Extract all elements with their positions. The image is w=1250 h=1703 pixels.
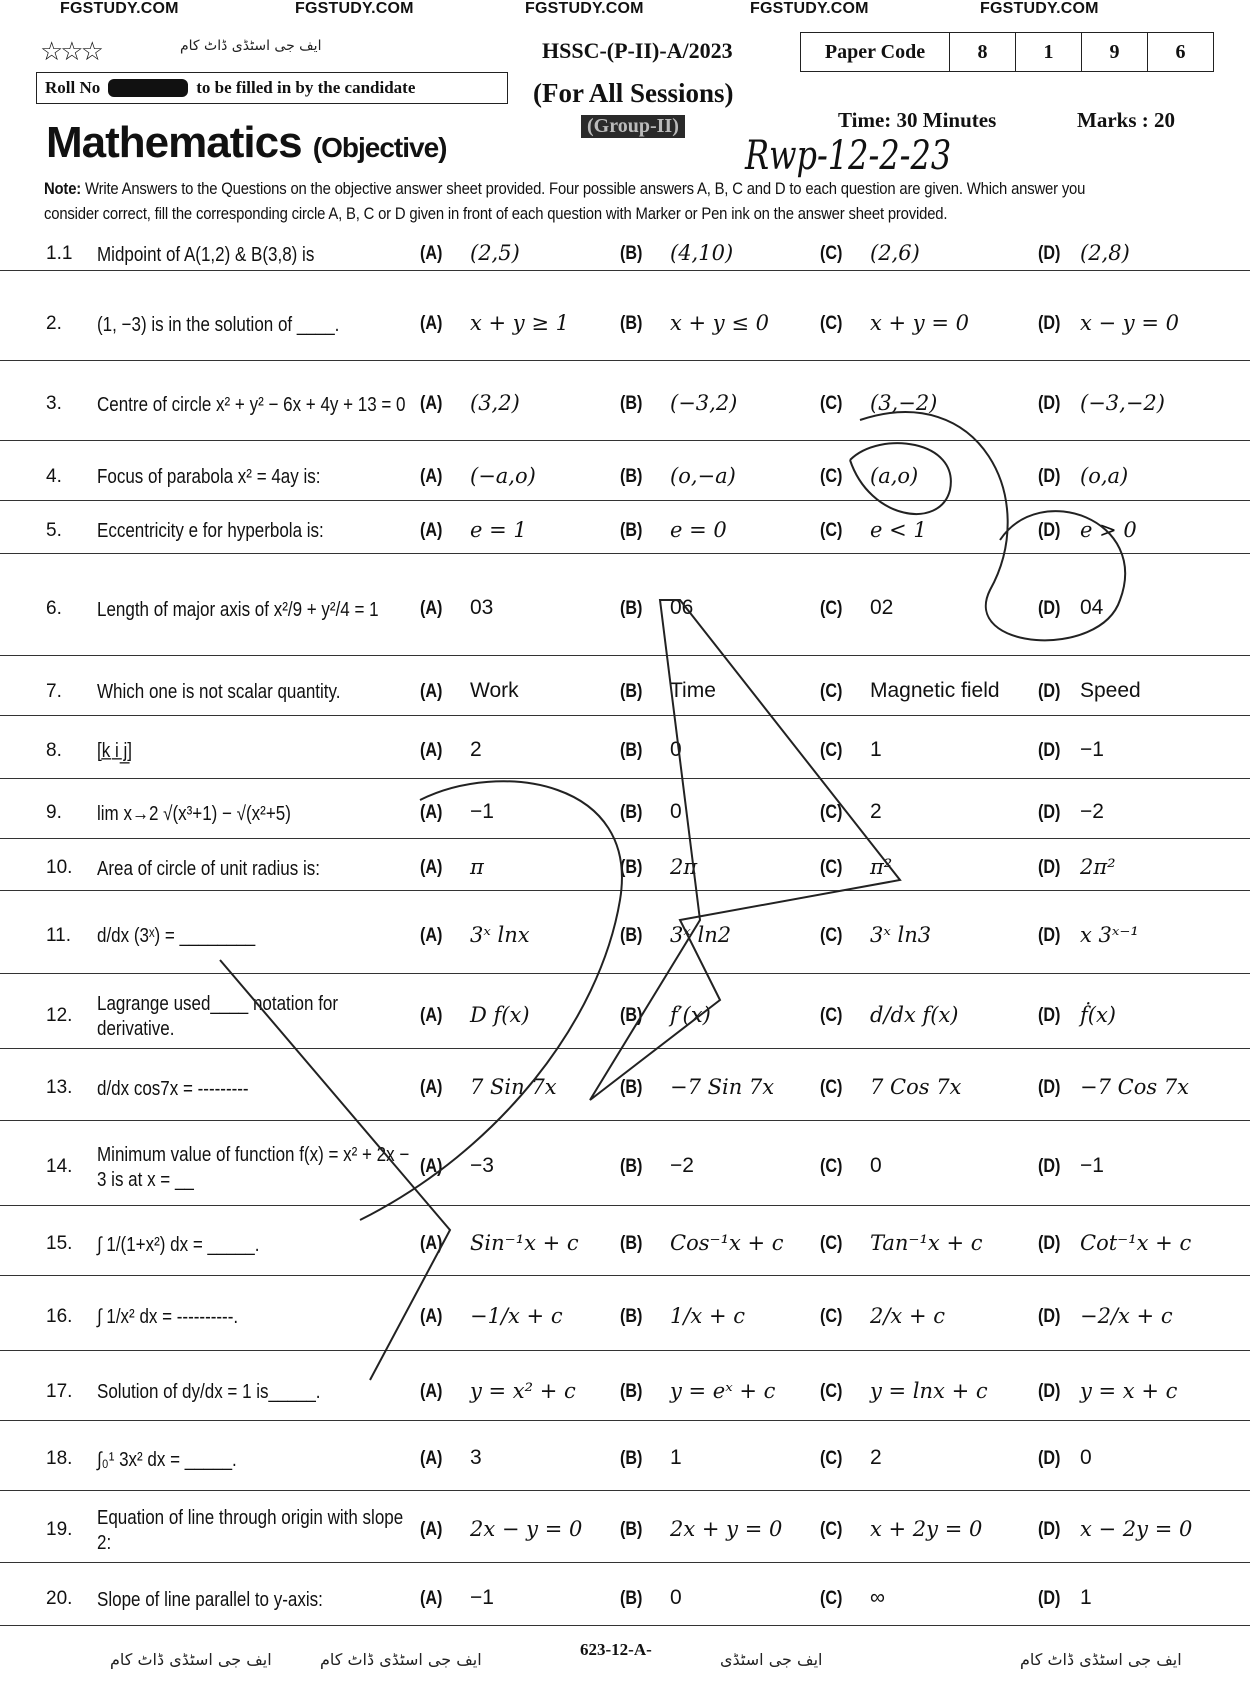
option-label: (D) bbox=[1037, 1448, 1061, 1469]
watermark: FGSTUDY.COM bbox=[980, 0, 1099, 17]
option-label: (D) bbox=[1037, 465, 1061, 487]
option-c-value: (2,6) bbox=[870, 241, 920, 265]
option-label: (C) bbox=[819, 465, 843, 487]
option-label: (C) bbox=[819, 598, 843, 619]
option-label: (A) bbox=[419, 313, 443, 334]
option-label: (B) bbox=[619, 680, 643, 702]
page-title bbox=[46, 118, 446, 173]
option-c-value: 3ˣ ln3 bbox=[870, 922, 932, 947]
option-b-value: 1 bbox=[670, 1446, 682, 1469]
option-d-value: y = x + c bbox=[1080, 1378, 1178, 1403]
question-text: d/dx cos7x = --------- bbox=[97, 1077, 249, 1100]
question-row bbox=[0, 1130, 1250, 1206]
option-a-value: −1 bbox=[470, 1586, 494, 1609]
option-b-value: f′(x) bbox=[670, 1002, 711, 1027]
option-label: (B) bbox=[619, 313, 643, 334]
option-b-value: 2π bbox=[670, 855, 698, 879]
option-d-value: Cot⁻¹x + c bbox=[1080, 1231, 1192, 1255]
option-label: (C) bbox=[819, 1233, 843, 1254]
option-label: (A) bbox=[419, 1077, 443, 1098]
question-row bbox=[0, 670, 1250, 716]
option-label: (D) bbox=[1037, 1077, 1061, 1098]
option-label: (C) bbox=[819, 924, 843, 946]
option-c-value: 2 bbox=[870, 800, 882, 823]
question-number: 10. bbox=[46, 857, 73, 878]
option-label: (C) bbox=[819, 1305, 843, 1327]
option-label: (B) bbox=[619, 1233, 643, 1254]
question-text: Lagrange used____ notation for derivative. bbox=[97, 992, 339, 1040]
option-c-value: Magnetic field bbox=[870, 678, 1000, 702]
option-c-value: Tan⁻¹x + c bbox=[870, 1231, 983, 1255]
option-label: (B) bbox=[619, 598, 643, 619]
watermark: FGSTUDY.COM bbox=[60, 0, 179, 17]
option-a-value: 2x − y = 0 bbox=[470, 1517, 583, 1541]
option-label: (B) bbox=[619, 465, 643, 487]
question-text: ∫ 1/(1+x²) dx = _____. bbox=[97, 1233, 260, 1256]
paper-code-digit: 6 bbox=[1147, 33, 1213, 71]
question-text: Equation of line through origin with slope 2: bbox=[97, 1507, 404, 1554]
footer-code: 623-12-A- bbox=[580, 1640, 652, 1659]
option-d-value: ḟ(x) bbox=[1080, 1002, 1117, 1027]
question-text: Length of major axis of x²/9 + y²/4 = 1 bbox=[97, 598, 379, 621]
paper-code-digit: 8 bbox=[949, 33, 1015, 71]
question-text: Slope of line parallel to y-axis: bbox=[97, 1588, 323, 1611]
option-label: (A) bbox=[419, 924, 443, 946]
option-label: (B) bbox=[619, 857, 643, 878]
question-text: ∫ 1/x² dx = ----------. bbox=[97, 1306, 239, 1328]
option-label: (A) bbox=[419, 243, 443, 264]
option-b-value: 0 bbox=[670, 800, 682, 823]
option-label: (A) bbox=[419, 1448, 443, 1469]
option-label: (A) bbox=[419, 1519, 443, 1540]
option-label: (C) bbox=[819, 1004, 843, 1026]
question-text: Which one is not scalar quantity. bbox=[97, 681, 341, 703]
question-number: 20. bbox=[46, 1588, 73, 1609]
option-d-value: e > 0 bbox=[1080, 517, 1137, 542]
option-label: (A) bbox=[419, 680, 443, 702]
option-label: (B) bbox=[619, 393, 643, 414]
option-label: (D) bbox=[1037, 1305, 1061, 1327]
stars-icon: ☆☆☆ bbox=[40, 36, 101, 66]
option-label: (A) bbox=[419, 1588, 443, 1609]
option-a-value: −1 bbox=[470, 800, 494, 823]
question-text: [k̲ i̲ j̲] bbox=[97, 740, 132, 762]
option-a-value: 3 bbox=[470, 1446, 482, 1469]
watermark: FGSTUDY.COM bbox=[525, 0, 644, 17]
note-text: Write Answers to the Questions on the objective answer sheet provided. Four possible answers A, B, C and D to each question are given. Which answer you consider correct, fill the corresponding circle A, B, C or D given in front of each question with Marker or Pen ink on the answer sheet provided. bbox=[44, 180, 1086, 223]
option-a-value: 2 bbox=[470, 737, 482, 761]
option-b-value: −2 bbox=[670, 1153, 694, 1177]
roll-number-box bbox=[36, 72, 508, 104]
option-label: (D) bbox=[1037, 1519, 1061, 1540]
option-label: (D) bbox=[1037, 519, 1061, 541]
question-row bbox=[0, 790, 1250, 839]
option-b-value: x + y ≤ 0 bbox=[670, 311, 769, 335]
option-label: (C) bbox=[819, 802, 843, 823]
question-row bbox=[0, 1058, 1250, 1121]
option-c-value: 2/x + c bbox=[870, 1303, 945, 1328]
option-a-value: (−a,o) bbox=[470, 463, 536, 488]
option-b-value: 3ˣ ln2 bbox=[670, 922, 732, 947]
option-d-value: −1 bbox=[1080, 737, 1104, 761]
option-c-value: 7 Cos 7x bbox=[870, 1075, 962, 1099]
option-a-value: (3,2) bbox=[470, 391, 520, 415]
option-label: (A) bbox=[419, 1004, 443, 1026]
question-row bbox=[0, 455, 1250, 501]
question-number: 14. bbox=[46, 1155, 73, 1177]
question-row bbox=[0, 1215, 1250, 1276]
question-row bbox=[0, 1365, 1250, 1421]
option-d-value: −7 Cos 7x bbox=[1080, 1075, 1189, 1099]
option-c-value: ∞ bbox=[870, 1586, 885, 1609]
option-c-value: x + 2y = 0 bbox=[870, 1517, 983, 1541]
option-a-value: π bbox=[470, 855, 484, 879]
note-label: Note: bbox=[44, 180, 82, 198]
option-c-value: 2 bbox=[870, 1446, 882, 1469]
option-label: (B) bbox=[619, 739, 643, 761]
option-label: (A) bbox=[419, 1233, 443, 1254]
option-b-value: −7 Sin 7x bbox=[670, 1075, 775, 1099]
question-row bbox=[0, 565, 1250, 656]
option-label: (D) bbox=[1037, 313, 1061, 334]
option-a-value: −3 bbox=[470, 1153, 494, 1177]
question-row bbox=[0, 240, 1250, 271]
option-b-value: Time bbox=[670, 678, 716, 702]
option-c-value: y = lnx + c bbox=[870, 1378, 988, 1403]
option-label: (D) bbox=[1037, 1380, 1061, 1402]
option-d-value: 2π² bbox=[1080, 855, 1116, 879]
question-text: Solution of dy/dx = 1 is_____. bbox=[97, 1381, 321, 1403]
option-c-value: (a,o) bbox=[870, 463, 919, 488]
option-label: (D) bbox=[1037, 598, 1061, 619]
option-a-value: −1/x + c bbox=[470, 1303, 563, 1328]
paper-code-digit: 9 bbox=[1081, 33, 1147, 71]
option-d-value: Speed bbox=[1080, 678, 1141, 702]
option-label: (B) bbox=[619, 1155, 643, 1177]
option-d-value: (2,8) bbox=[1080, 241, 1130, 265]
option-label: (B) bbox=[619, 802, 643, 823]
question-text: Minimum value of function f(x) = x² + 2x − 3 is at x = __ bbox=[97, 1143, 410, 1191]
option-label: (B) bbox=[619, 243, 643, 264]
question-row bbox=[0, 1285, 1250, 1351]
question-number: 9. bbox=[46, 802, 62, 823]
option-label: (D) bbox=[1037, 924, 1061, 946]
question-row bbox=[0, 1575, 1250, 1626]
option-label: (B) bbox=[619, 1305, 643, 1327]
urdu-watermark: ایف جی اسٹڈی ڈاٹ کام bbox=[180, 38, 322, 54]
total-marks: Marks : 20 bbox=[1077, 108, 1175, 132]
option-label: (A) bbox=[419, 802, 443, 823]
instructions-note bbox=[44, 177, 1097, 227]
option-label: (C) bbox=[819, 1519, 843, 1540]
option-d-value: 1 bbox=[1080, 1586, 1092, 1609]
option-c-value: 02 bbox=[870, 596, 894, 619]
question-text: (1, −3) is in the solution of ____. bbox=[97, 313, 340, 336]
option-label: (C) bbox=[819, 1380, 843, 1402]
question-row bbox=[0, 900, 1250, 974]
option-c-value: (3,−2) bbox=[870, 391, 938, 415]
question-number: 7. bbox=[46, 680, 62, 702]
option-label: (B) bbox=[619, 1380, 643, 1402]
option-c-value: d/dx f(x) bbox=[870, 1002, 959, 1027]
question-number: 15. bbox=[46, 1233, 73, 1254]
option-label: (D) bbox=[1037, 857, 1061, 878]
option-c-value: 1 bbox=[870, 737, 882, 761]
question-row bbox=[0, 1430, 1250, 1491]
option-label: (C) bbox=[819, 1077, 843, 1098]
option-b-value: 1/x + c bbox=[670, 1303, 745, 1328]
option-label: (B) bbox=[619, 924, 643, 946]
option-label: (D) bbox=[1037, 1155, 1061, 1177]
option-a-value: (2,5) bbox=[470, 241, 520, 265]
question-text: Eccentricity e for hyperbola is: bbox=[97, 520, 324, 542]
option-d-value: 04 bbox=[1080, 596, 1104, 619]
exam-code: HSSC-(P-II)-A/2023 bbox=[542, 38, 733, 63]
option-label: (A) bbox=[419, 393, 443, 414]
option-label: (B) bbox=[619, 1077, 643, 1098]
question-number: 11. bbox=[46, 924, 72, 946]
option-b-value: 06 bbox=[670, 596, 694, 619]
option-label: (A) bbox=[419, 857, 443, 878]
option-label: (D) bbox=[1037, 739, 1061, 761]
footer-watermark: ایف جی اسٹڈی ڈاٹ کام bbox=[110, 1650, 272, 1669]
option-label: (B) bbox=[619, 519, 643, 541]
question-number: 18. bbox=[46, 1448, 73, 1469]
option-a-value: 7 Sin 7x bbox=[470, 1075, 557, 1099]
question-text: Focus of parabola x² = 4ay is: bbox=[97, 466, 321, 488]
group-label: (Group-II) bbox=[581, 115, 685, 138]
option-c-value: x + y = 0 bbox=[870, 311, 969, 335]
option-b-value: 2x + y = 0 bbox=[670, 1517, 783, 1541]
question-number: 16. bbox=[46, 1305, 73, 1327]
option-label: (D) bbox=[1037, 802, 1061, 823]
option-label: (A) bbox=[419, 465, 443, 487]
question-text: ∫₀¹ 3x² dx = _____. bbox=[97, 1448, 237, 1471]
roll-no-hint: to be filled in by the candidate bbox=[196, 78, 416, 97]
option-label: (C) bbox=[819, 739, 843, 761]
redaction-mark bbox=[108, 79, 188, 97]
option-label: (D) bbox=[1037, 1004, 1061, 1026]
option-label: (D) bbox=[1037, 1233, 1061, 1254]
watermark: FGSTUDY.COM bbox=[295, 0, 414, 17]
question-text: lim x→2 √(x³+1) − √(x²+5) bbox=[97, 802, 291, 825]
option-label: (C) bbox=[819, 393, 843, 414]
option-b-value: (−3,2) bbox=[670, 391, 738, 415]
option-d-value: x − 2y = 0 bbox=[1080, 1517, 1193, 1541]
option-label: (A) bbox=[419, 1305, 443, 1327]
option-label: (B) bbox=[619, 1519, 643, 1540]
roll-no-label: Roll No bbox=[45, 78, 101, 97]
paper-code-table bbox=[800, 32, 1214, 72]
option-label: (C) bbox=[819, 1155, 843, 1177]
option-d-value: 0 bbox=[1080, 1446, 1092, 1469]
question-number: 12. bbox=[46, 1004, 73, 1026]
option-label: (D) bbox=[1037, 393, 1061, 414]
question-number: 2. bbox=[46, 313, 62, 334]
option-d-value: x − y = 0 bbox=[1080, 311, 1179, 335]
subject: Mathematics bbox=[46, 118, 302, 167]
option-label: (C) bbox=[819, 1588, 843, 1609]
option-label: (D) bbox=[1037, 680, 1061, 702]
option-d-value: (−3,−2) bbox=[1080, 391, 1165, 415]
option-d-value: −2/x + c bbox=[1080, 1303, 1173, 1328]
question-number: 8. bbox=[46, 739, 62, 761]
question-row bbox=[0, 370, 1250, 441]
watermark: FGSTUDY.COM bbox=[750, 0, 869, 17]
option-b-value: 0 bbox=[670, 1586, 682, 1609]
option-b-value: (4,10) bbox=[670, 241, 734, 265]
option-label: (D) bbox=[1037, 1588, 1061, 1609]
question-number: 1.1 bbox=[46, 243, 73, 264]
option-label: (A) bbox=[419, 739, 443, 761]
question-number: 5. bbox=[46, 519, 62, 541]
option-d-value: x 3ˣ⁻¹ bbox=[1080, 922, 1139, 947]
question-row bbox=[0, 290, 1250, 361]
option-a-value: Work bbox=[470, 678, 519, 702]
question-text: Area of circle of unit radius is: bbox=[97, 857, 320, 880]
question-text: d/dx (3ˣ) = ________ bbox=[97, 925, 256, 947]
sessions-label: (For All Sessions) bbox=[533, 78, 734, 108]
question-row bbox=[0, 1500, 1250, 1563]
footer-watermark: ایف جی اسٹڈی ڈاٹ کام bbox=[1020, 1650, 1182, 1669]
option-a-value: e = 1 bbox=[470, 517, 527, 542]
option-c-value: π² bbox=[870, 855, 893, 879]
question-text: Centre of circle x² + y² − 6x + 4y + 13 = 0 bbox=[97, 393, 406, 416]
question-row bbox=[0, 848, 1250, 891]
option-a-value: Sin⁻¹x + c bbox=[470, 1231, 579, 1255]
option-b-value: y = eˣ + c bbox=[670, 1378, 776, 1403]
option-label: (B) bbox=[619, 1588, 643, 1609]
option-c-value: 0 bbox=[870, 1153, 882, 1177]
option-label: (C) bbox=[819, 313, 843, 334]
question-row bbox=[0, 725, 1250, 779]
option-b-value: Cos⁻¹x + c bbox=[670, 1231, 784, 1255]
time-allowed: Time: 30 Minutes bbox=[838, 108, 997, 132]
option-label: (B) bbox=[619, 1004, 643, 1026]
question-number: 17. bbox=[46, 1380, 73, 1402]
option-label: (C) bbox=[819, 243, 843, 264]
option-d-value: −1 bbox=[1080, 1153, 1104, 1177]
option-label: (A) bbox=[419, 1155, 443, 1177]
option-label: (A) bbox=[419, 519, 443, 541]
option-label: (C) bbox=[819, 1448, 843, 1469]
question-number: 19. bbox=[46, 1519, 73, 1540]
option-a-value: 03 bbox=[470, 596, 494, 619]
option-a-value: 3ˣ lnx bbox=[470, 922, 530, 947]
paper-code-digit: 1 bbox=[1015, 33, 1081, 71]
option-b-value: e = 0 bbox=[670, 517, 727, 542]
question-row bbox=[0, 510, 1250, 554]
question-row bbox=[0, 985, 1250, 1049]
option-c-value: e < 1 bbox=[870, 517, 927, 542]
question-number: 3. bbox=[46, 393, 62, 414]
question-number: 4. bbox=[46, 465, 62, 487]
subject-type: (Objective) bbox=[312, 132, 447, 163]
option-label: (A) bbox=[419, 1380, 443, 1402]
footer-watermark: ایف جی اسٹڈی ڈاٹ کام bbox=[320, 1650, 482, 1669]
option-label: (C) bbox=[819, 680, 843, 702]
option-label: (C) bbox=[819, 857, 843, 878]
option-d-value: −2 bbox=[1080, 800, 1104, 823]
option-b-value: 0 bbox=[670, 737, 682, 761]
option-d-value: (o,a) bbox=[1080, 463, 1129, 488]
option-label: (D) bbox=[1037, 243, 1061, 264]
option-b-value: (o,−a) bbox=[670, 463, 736, 488]
option-label: (A) bbox=[419, 598, 443, 619]
option-label: (B) bbox=[619, 1448, 643, 1469]
footer-watermark: ایف جی اسٹڈی bbox=[720, 1650, 823, 1669]
option-a-value: D f(x) bbox=[470, 1002, 530, 1027]
question-number: 13. bbox=[46, 1077, 73, 1098]
handwritten-annotation: Rwp-12-2-23 bbox=[745, 133, 952, 179]
option-a-value: x + y ≥ 1 bbox=[470, 311, 569, 335]
question-number: 6. bbox=[46, 598, 62, 619]
option-a-value: y = x² + c bbox=[470, 1378, 576, 1403]
question-text: Midpoint of A(1,2) & B(3,8) is bbox=[97, 243, 315, 266]
paper-code-label: Paper Code bbox=[824, 40, 926, 63]
option-label: (C) bbox=[819, 519, 843, 541]
